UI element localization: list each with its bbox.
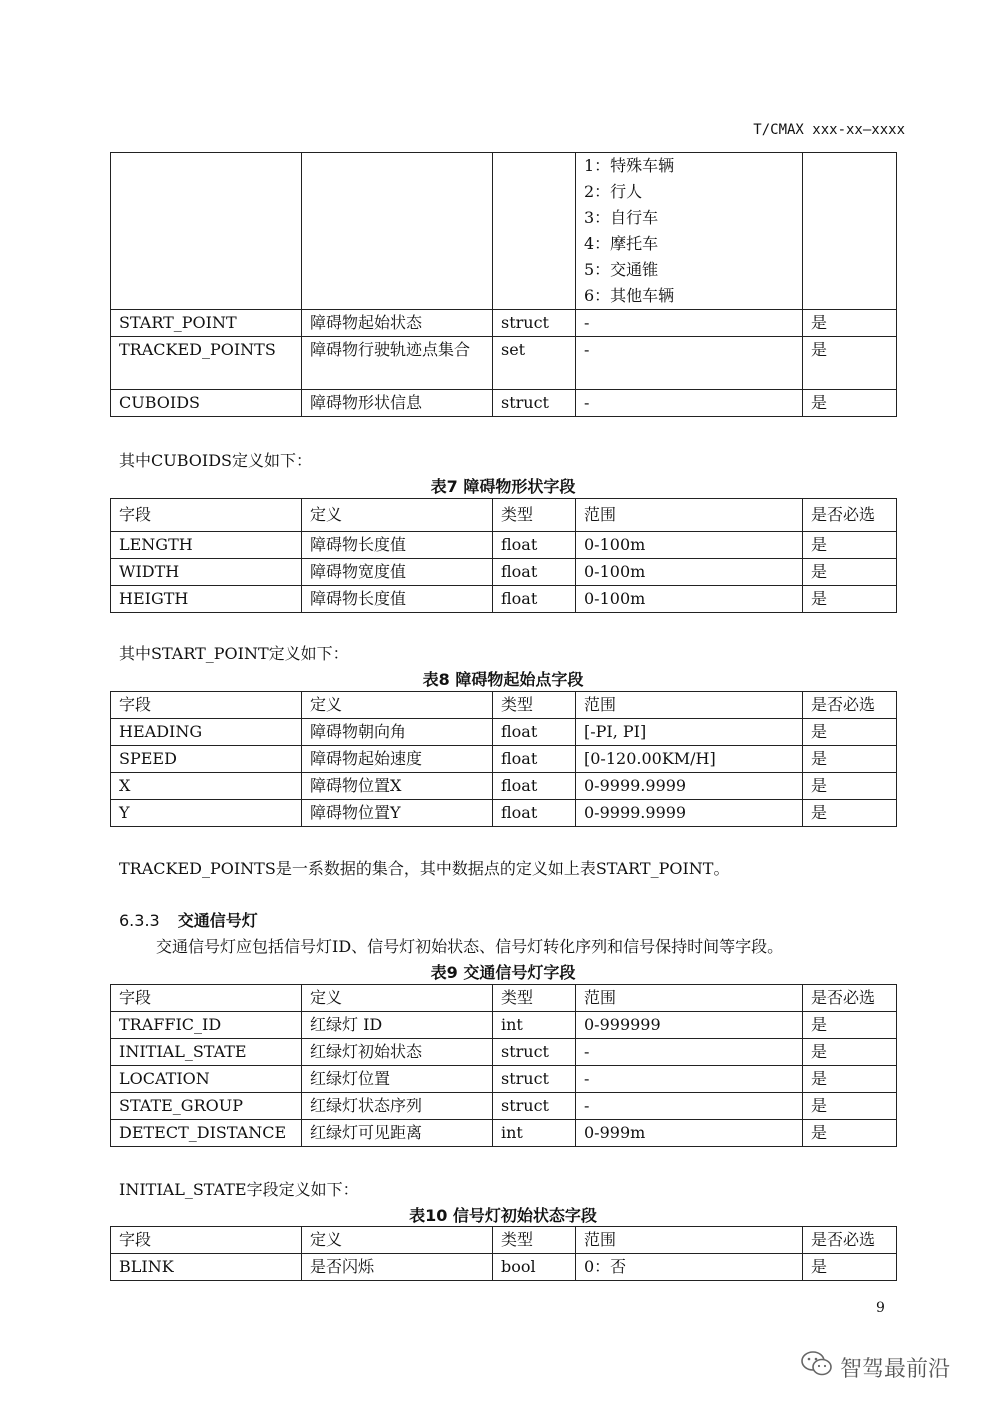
table-row: TRACKED_POINTS 障碍物行驶轨迹点集合 set - 是 — [111, 337, 897, 390]
paragraph: 其中START_POINT定义如下： — [119, 644, 349, 663]
table-row: STATE_GROUP 红绿灯状态序列 struct - 是 — [111, 1093, 897, 1120]
table-row: DETECT_DISTANCE 红绿灯可见距离 int 0-999m 是 — [111, 1120, 897, 1147]
section-heading — [119, 908, 258, 931]
type-list-cell — [576, 153, 803, 310]
table-row: INITIAL_STATE 红绿灯初始状态 struct - 是 — [111, 1039, 897, 1066]
table-8 — [110, 691, 897, 827]
table-header-row: 字段 定义 类型 范围 是否必选 — [111, 1227, 897, 1254]
table-row: X 障碍物位置X float 0-9999.9999 是 — [111, 773, 897, 800]
paragraph: 其中CUBOIDS定义如下： — [119, 451, 313, 470]
table-row: SPEED 障碍物起始速度 float [0-120.00KM/H] 是 — [111, 746, 897, 773]
table-caption: 表9 交通信号灯字段 — [430, 963, 576, 982]
table-7 — [110, 498, 897, 613]
table-caption: 表8 障碍物起始点字段 — [422, 670, 584, 689]
table-row: LENGTH 障碍物长度值 float 0-100m 是 — [111, 532, 897, 559]
section-number: 6.3.3 — [119, 911, 160, 930]
table-row: HEIGTH 障碍物长度值 float 0-100m 是 — [111, 586, 897, 613]
table-row: TRAFFIC_ID 红绿灯 ID int 0-999999 是 — [111, 1012, 897, 1039]
document-code: T/CMAX xxx-xx—xxxx — [753, 122, 905, 138]
table-row: LOCATION 红绿灯位置 struct - 是 — [111, 1066, 897, 1093]
table-header-row: 字段 定义 类型 范围 是否必选 — [111, 692, 897, 719]
table-10 — [110, 1226, 897, 1281]
list-item: 6：其他车辆 — [584, 286, 675, 305]
list-item: 4：摩托车 — [584, 234, 659, 253]
paragraph: 交通信号灯应包括信号灯ID、信号灯初始状态、信号灯转化序列和信号保持时间等字段。 — [156, 937, 784, 956]
list-item: 3：自行车 — [584, 208, 659, 227]
table-row: START_POINT 障碍物起始状态 struct - 是 — [111, 310, 897, 337]
list-item: 1：特殊车辆 — [584, 156, 675, 175]
table-9 — [110, 984, 897, 1147]
watermark-text: 智驾最前沿 — [840, 1356, 951, 1382]
paragraph: INITIAL_STATE字段定义如下： — [119, 1180, 359, 1199]
table-header-row: 字段 定义 类型 范围 是否必选 — [111, 985, 897, 1012]
table-row: HEADING 障碍物朝向角 float [-PI, PI] 是 — [111, 719, 897, 746]
table-caption: 表10 信号灯初始状态字段 — [409, 1206, 597, 1225]
table-header-row: 字段 定义 类型 范围 是否必选 — [111, 499, 897, 532]
list-item: 5：交通锥 — [584, 260, 659, 279]
wechat-icon — [800, 1350, 834, 1384]
table-row — [111, 153, 897, 310]
section-title: 交通信号灯 — [177, 911, 258, 930]
table-caption: 表7 障碍物形状字段 — [430, 477, 576, 496]
table-row: WIDTH 障碍物宽度值 float 0-100m 是 — [111, 559, 897, 586]
page-number: 9 — [876, 1300, 885, 1316]
table-row: CUBOIDS 障碍物形状信息 struct - 是 — [111, 390, 897, 417]
watermark — [800, 1350, 950, 1384]
table-continuation — [110, 152, 897, 417]
list-item: 2：行人 — [584, 182, 643, 201]
table-row: BLINK 是否闪烁 bool 0：否 是 — [111, 1254, 897, 1281]
paragraph: TRACKED_POINTS是一系数据的集合，其中数据点的定义如上表START_POINT。 — [119, 859, 730, 878]
table-row: Y 障碍物位置Y float 0-9999.9999 是 — [111, 800, 897, 827]
